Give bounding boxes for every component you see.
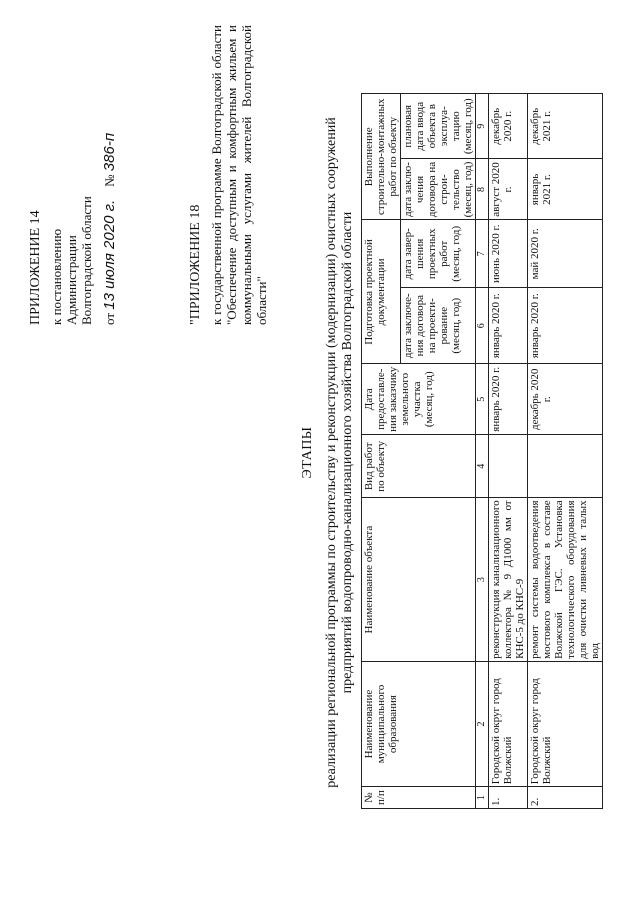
number-value: 386-п [101,132,118,172]
appendix18-header [188,25,269,325]
row-work-type [489,435,528,498]
header-land-date: Дата предоставле-ния заказчику земельного участка (месяц, год) [362,364,476,435]
col-number: 6 [476,288,489,364]
header-build-end: плановая дата ввода объекта в эксплуа-тацию (месяц, год) [401,94,476,159]
row-design-contract: январь 2020 г. [528,288,603,364]
col-number: 2 [476,661,489,786]
row-build-contract: август 2020 г. [489,159,528,220]
date-value: 13 июля 2020 г. [101,199,118,310]
appendix-title: ПРИЛОЖЕНИЕ 14 [28,210,43,325]
header-build-contract: дата заклю-чения договора на строи-тельство (месяц, год) [401,159,476,220]
header-design-group: Подготовка проектной документации [362,220,401,364]
row-work-type [528,435,603,498]
table-row [528,94,603,809]
col-number: 3 [476,498,489,661]
header-work-type: Вид работ по объекту [362,435,476,498]
stages-table [361,93,603,809]
row-land-date: январь 2020 г. [489,364,528,435]
resolution-date [102,133,117,325]
row-object: ремонт системы водоотведения мостового комплекса в составе Волжской ГЭС. Установка технологического оборудования для очистки ливневых и талых вод [528,498,603,661]
table-header-row-1 [362,94,401,809]
row-municipality: Городской округ город Волжский [489,661,528,786]
col-number: 1 [476,787,489,809]
table-row [489,94,528,809]
header-municipality: Наименование муниципального образования [362,661,476,786]
header-num: № п/п [362,787,476,809]
column-numbers-row [476,94,489,809]
document-title [300,90,356,815]
header-build-group: Выполнение строительно-монтажных работ по объекту [362,94,401,221]
col-number: 5 [476,364,489,435]
header-object: Наименование объекта [362,498,476,661]
header-line-1: к постановлению [49,228,64,325]
row-design-end: июнь 2020 г. [489,220,528,288]
row-build-end: декабрь 2020 г. [489,94,528,159]
row-land-date: декабрь 2020 г. [528,364,603,435]
row-build-contract: январь 2021 г. [528,159,603,220]
col-number: 8 [476,159,489,220]
row-num: 1. [489,787,528,809]
row-build-end: декабрь 2021 г. [528,94,603,159]
appendix-header [28,133,117,325]
header-line-3: Волгоградской области [79,196,94,325]
title-sub: реализации региональной программы по строительству и реконструкции (модернизации) очистных сооружений предприятий водопроводно-канализационного хозяйства Волгоградской области [324,117,355,788]
row-num: 2. [528,787,603,809]
row-design-contract: январь 2020 г. [489,288,528,364]
col-number: 4 [476,435,489,498]
header-design-end: дата завер-шения проектных работ (месяц, год) [401,220,476,288]
date-prefix: от [102,312,117,325]
row-object: реконструкция канализационного коллектора № 9 Д1000 мм от КНС-5 до КНС-9 [489,498,528,661]
number-prefix: № [102,174,117,187]
title-main: ЭТАПЫ [300,426,315,479]
header-line-2: Администрации [64,235,79,325]
col-number: 7 [476,220,489,288]
appendix18-title: "ПРИЛОЖЕНИЕ 18 [188,204,203,325]
header-design-contract: дата заключе-ния договора на проекти-рование (месяц, год) [401,288,476,364]
appendix18-text: к государственной программе Волгоградской области "Обеспечение доступным и комфортным жильем и коммунальными услугами жителей Волгоградской области" [209,25,269,325]
row-design-end: май 2020 г. [528,220,603,288]
col-number: 9 [476,94,489,159]
row-municipality: Городской округ город Волжский [528,661,603,786]
